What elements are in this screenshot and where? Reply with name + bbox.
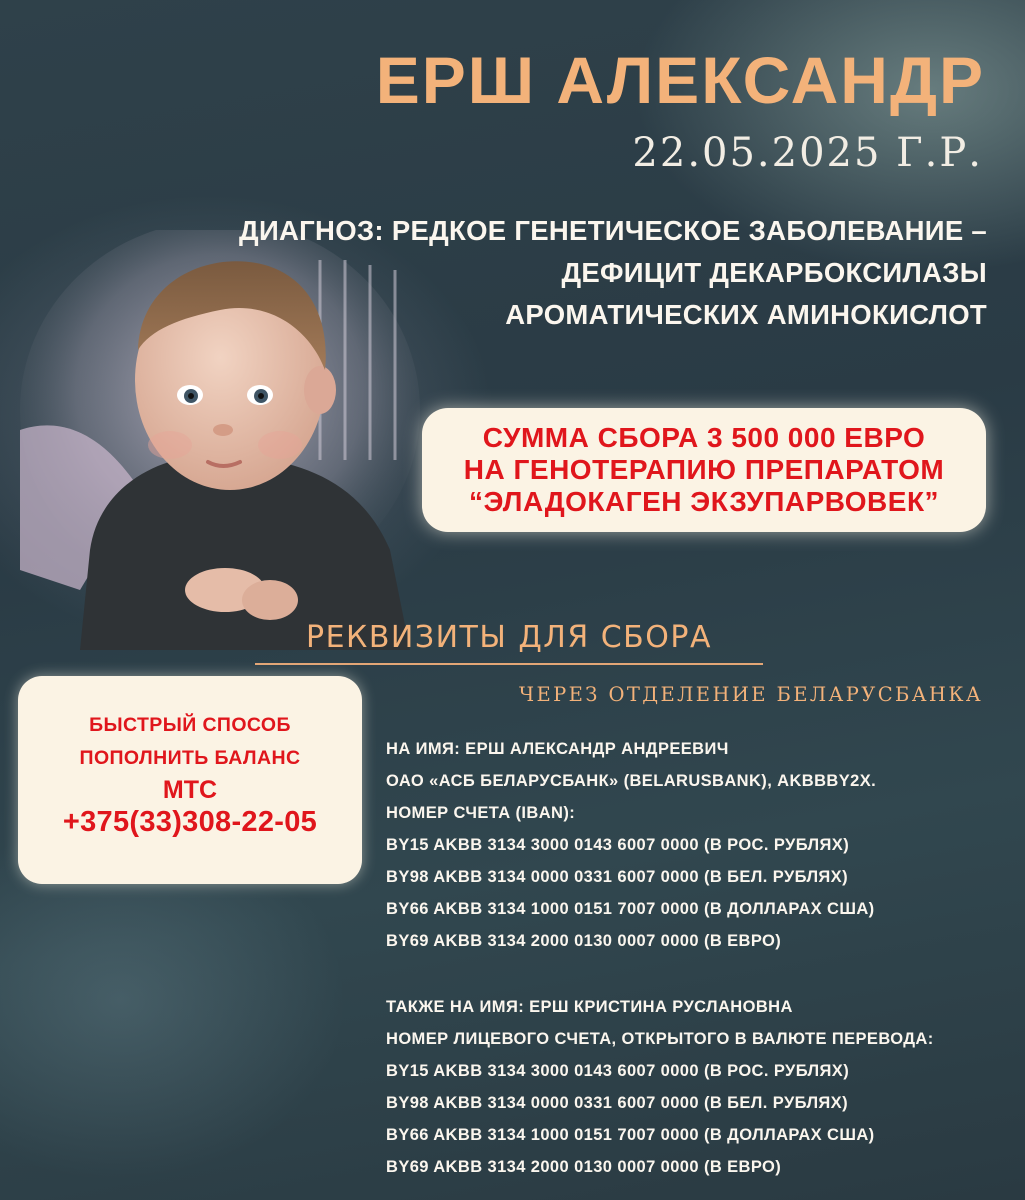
iban-rub-ru: BY15 AKBB 3134 3000 0143 6007 0000 (В РОС. РУБЛЯХ) bbox=[386, 836, 850, 854]
child-name-title: ЕРШ АЛЕКСАНДР bbox=[375, 43, 985, 117]
mts-label: БЫСТРЫЙ СПОСОБ bbox=[89, 714, 291, 736]
iban-usd: BY66 AKBB 3134 1000 0151 7007 0000 (В ДОЛЛАРАХ США) bbox=[386, 1126, 875, 1144]
fundraising-line: “ЭЛАДОКАГЕН ЭКЗУПАРВОВЕК” bbox=[468, 486, 940, 517]
iban-usd: BY66 AKBB 3134 1000 0151 7007 0000 (В ДОЛЛАРАХ США) bbox=[386, 900, 875, 918]
iban-rub-by: BY98 AKBB 3134 0000 0331 6007 0000 (В БЕЛ. РУБЛЯХ) bbox=[386, 1094, 848, 1112]
diagnosis-line: АРОМАТИЧЕСКИХ АМИНОКИСЛОТ bbox=[505, 299, 987, 330]
account-holder-2: ТАКЖЕ НА ИМЯ: ЕРШ КРИСТИНА РУСЛАНОВНА bbox=[386, 998, 793, 1016]
mts-payment-box bbox=[18, 676, 362, 884]
diagnosis-line: ДИАГНОЗ: РЕДКОЕ ГЕНЕТИЧЕСКОЕ ЗАБОЛЕВАНИЕ – bbox=[239, 215, 987, 246]
diagnosis-line: ДЕФИЦИТ ДЕКАРБОКСИЛАЗЫ bbox=[561, 257, 987, 288]
spacer bbox=[386, 960, 934, 994]
iban-rub-by: BY98 AKBB 3134 0000 0331 6007 0000 (В БЕЛ. РУБЛЯХ) bbox=[386, 868, 848, 886]
fundraising-line: СУММА СБОРА 3 500 000 ЕВРО bbox=[482, 422, 926, 453]
personal-account-label: НОМЕР ЛИЦЕВОГО СЧЕТА, ОТКРЫТОГО В ВАЛЮТЕ ПЕРЕВОДА: bbox=[386, 1030, 934, 1048]
fundraising-line: НА ГЕНОТЕРАПИЮ ПРЕПАРАТОМ bbox=[463, 454, 945, 485]
iban-eur: BY69 AKBB 3134 2000 0130 0007 0000 (В ЕВРО) bbox=[386, 1158, 782, 1176]
bank-branch-subheading: ЧЕРЕЗ ОТДЕЛЕНИЕ БЕЛАРУСБАНКА bbox=[519, 683, 983, 706]
mts-label: ПОПОЛНИТЬ БАЛАНС bbox=[79, 747, 301, 769]
mts-operator: МТС bbox=[162, 776, 218, 804]
iban-label: НОМЕР СЧЕТА (IBAN): bbox=[386, 804, 576, 822]
fundraising-goal-box bbox=[422, 408, 986, 532]
heading-underline bbox=[255, 663, 763, 665]
requisites-heading: РЕКВИЗИТЫ ДЛЯ СБОРА bbox=[305, 620, 712, 655]
mts-phone-number[interactable]: +375(33)308-22-05 bbox=[62, 806, 318, 838]
iban-rub-ru: BY15 AKBB 3134 3000 0143 6007 0000 (В РОС. РУБЛЯХ) bbox=[386, 1062, 850, 1080]
bank-name: ОАО «АСБ БЕЛАРУСБАНК» (BELARUSBANK), AKBBBY2X. bbox=[386, 772, 877, 790]
iban-eur: BY69 AKBB 3134 2000 0130 0007 0000 (В ЕВРО) bbox=[386, 932, 782, 950]
bank-details bbox=[386, 736, 934, 1186]
account-holder: НА ИМЯ: ЕРШ АЛЕКСАНДР АНДРЕЕВИЧ bbox=[386, 740, 729, 758]
diagnosis-block bbox=[27, 210, 987, 336]
birth-date: 22.05.2025 Г.Р. bbox=[632, 130, 983, 176]
